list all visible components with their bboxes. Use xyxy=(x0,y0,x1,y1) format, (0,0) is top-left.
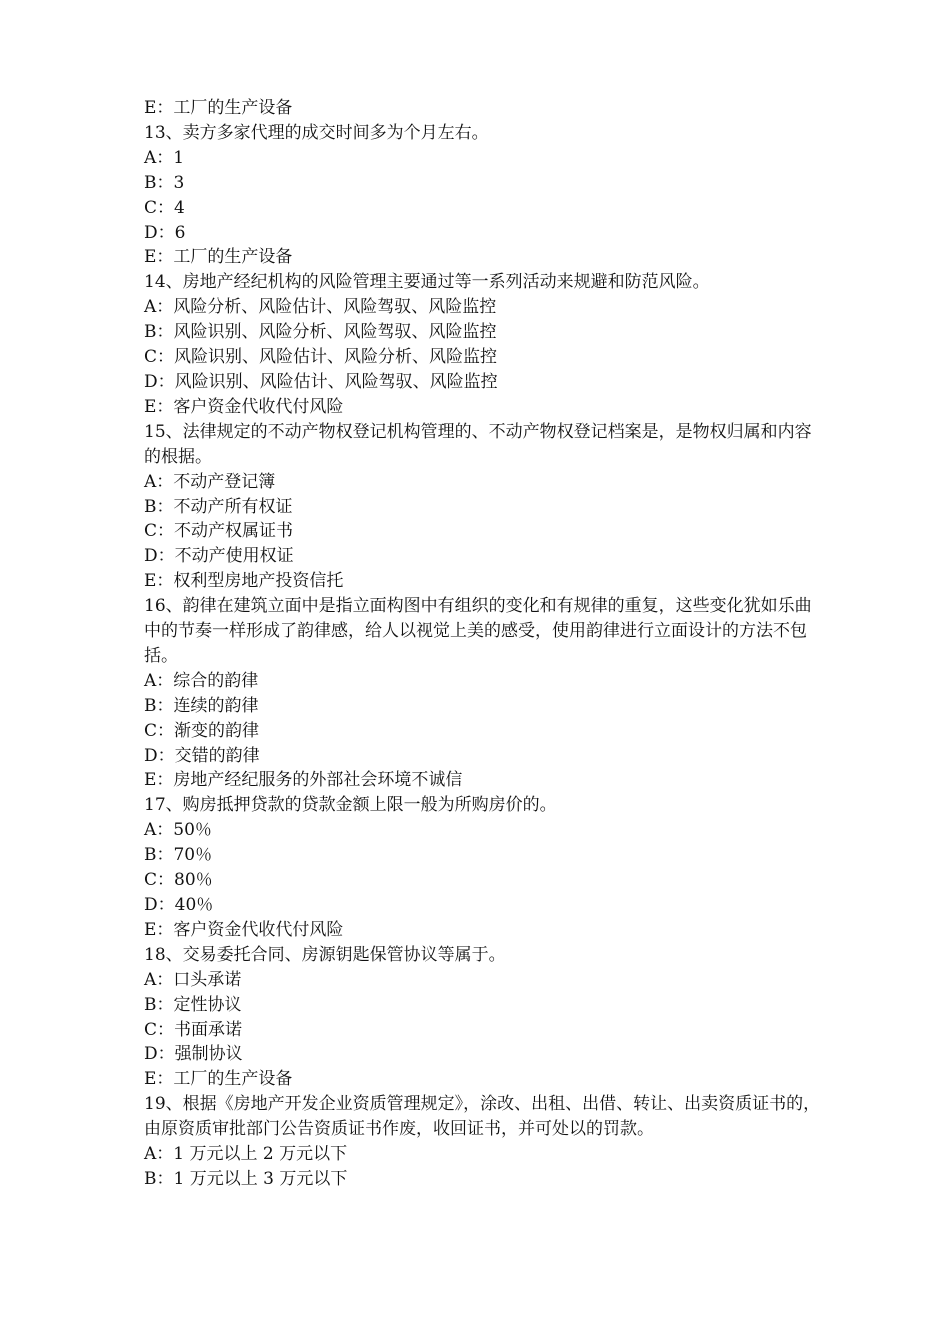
option-e-q18: E：工厂的生产设备 xyxy=(144,1069,293,1090)
question-16: 16、韵律在建筑立面中是指立面构图中有组织的变化和有规律的重复，这些变化犹如乐曲中的节奏一样形成了韵律感，给人以视觉上美的感受，使用韵律进行立面设计的方法不包括。 xyxy=(144,596,812,666)
option-e-q17: E：客户资金代收代付风险 xyxy=(144,919,344,940)
option-d-q14: D：风险识别、风险估计、风险驾驭、风险监控 xyxy=(144,371,498,392)
option-e-q13: E：工厂的生产设备 xyxy=(144,247,293,268)
option-c-q14: C：风险识别、风险估计、风险分析、风险监控 xyxy=(144,347,498,368)
option-a-q19: A：1 万元以上 2 万元以下 xyxy=(144,1144,348,1165)
option-d-q18: D：强制协议 xyxy=(144,1044,243,1065)
option-d-q13: D：6 xyxy=(144,222,186,243)
option-c-q16: C：渐变的韵律 xyxy=(144,720,260,741)
option-a-q13: A：1 xyxy=(144,147,185,168)
option-a-q17: A：50％ xyxy=(144,820,212,841)
option-a-q15: A：不动产登记簿 xyxy=(144,471,276,492)
option-d-q16: D：交错的韵律 xyxy=(144,745,260,766)
document-page xyxy=(144,96,824,1192)
option-c-q17: C：80％ xyxy=(144,870,213,891)
question-19: 19、根据《房地产开发企业资质管理规定》，涂改、出租、出借、转让、出卖资质证书的，由原资质审批部门公告资质证书作废，收回证书，并可处以的罚款。 xyxy=(144,1094,821,1140)
option-b-q16: B：连续的韵律 xyxy=(144,695,259,716)
option-c-q18: C：书面承诺 xyxy=(144,1019,243,1040)
option-a-q18: A：口头承诺 xyxy=(144,969,242,990)
option-b-q19: B：1 万元以上 3 万元以下 xyxy=(144,1168,348,1189)
question-15: 15、法律规定的不动产物权登记机构管理的、不动产物权登记档案是，是物权归属和内容的根据。 xyxy=(144,421,812,467)
option-e-q15: E：权利型房地产投资信托 xyxy=(144,571,344,592)
option-d-q17: D：40％ xyxy=(144,895,214,915)
option-c-q13: C：4 xyxy=(144,197,185,218)
question-18: 18、交易委托合同、房源钥匙保管协议等属于。 xyxy=(144,944,506,965)
question-17: 17、购房抵押贷款的贷款金额上限一般为所购房价的。 xyxy=(144,795,557,816)
option-b-q14: B：风险识别、风险分析、风险驾驭、风险监控 xyxy=(144,322,497,343)
option-e-q14: E：客户资金代收代付风险 xyxy=(144,396,344,417)
option-b-q13: B：3 xyxy=(144,172,185,193)
option-e-q12: E：工厂的生产设备 xyxy=(144,98,293,118)
option-c-q15: C：不动产权属证书 xyxy=(144,521,294,542)
option-b-q18: B：定性协议 xyxy=(144,994,242,1015)
question-13: 13、卖方多家代理的成交时间多为个月左右。 xyxy=(144,122,489,143)
option-a-q14: A：风险分析、风险估计、风险驾驭、风险监控 xyxy=(144,297,497,318)
option-b-q17: B：70％ xyxy=(144,845,213,866)
option-a-q16: A：综合的韵律 xyxy=(144,670,259,691)
option-e-q16: E：房地产经纪服务的外部社会环境不诚信 xyxy=(144,770,463,791)
question-14: 14、房地产经纪机构的风险管理主要通过等一系列活动来规避和防范风险。 xyxy=(144,272,710,293)
option-d-q15: D：不动产使用权证 xyxy=(144,546,294,567)
option-b-q15: B：不动产所有权证 xyxy=(144,496,293,517)
